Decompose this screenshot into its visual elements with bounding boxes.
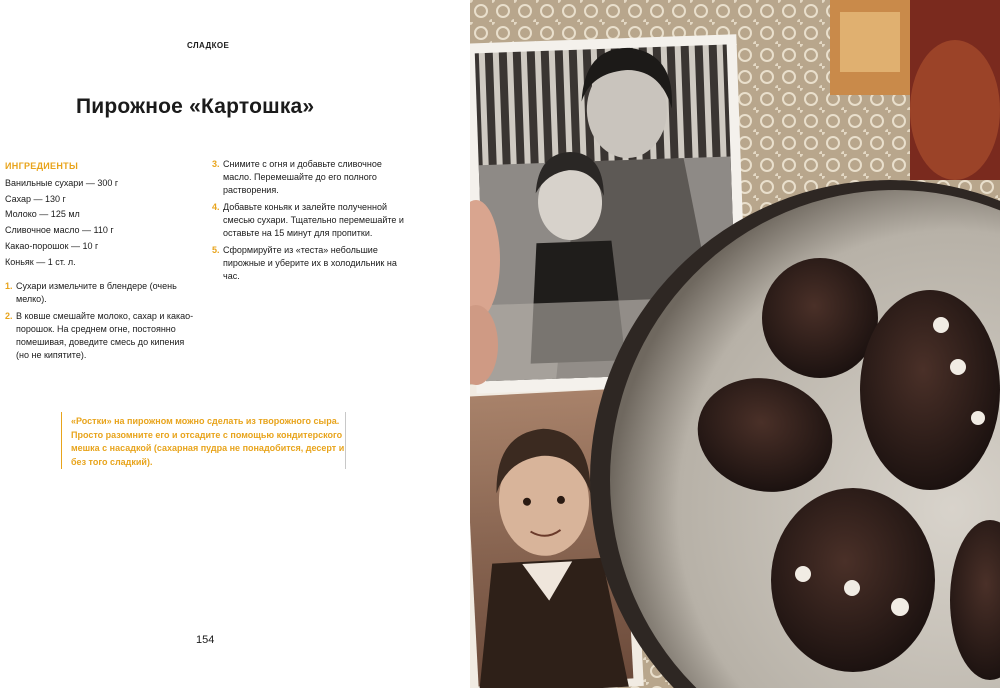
step-number: 5. [212,245,220,255]
recipe-title: Пирожное «Картошка» [76,95,315,118]
ingredients-heading: ИНГРЕДИЕНТЫ [5,161,79,171]
steps-list-right [212,158,408,287]
ingredients-list [5,176,118,270]
ingredient-item: Коньяк — 1 ст. л. [5,256,76,267]
step-item [212,158,408,197]
step-text: Сформируйте из «теста» небольшие пирожные и уберите их в холодильник на час. [223,245,397,281]
steps-list-left [5,280,195,366]
ingredient-item: Сливочное масло — 110 г [5,225,114,236]
step-text: Снимите с огня и добавьте сливочное масло. Перемешайте до его полного растворения. [223,159,382,195]
step-number: 2. [5,311,13,321]
step-item [212,244,408,283]
step-text: Добавьте коньяк и залейте полученной смесью сухари. Тщательно перемешайте и оставьте на 15 минут для пропитки. [223,202,404,238]
recipe-page [0,0,470,688]
page-number: 154 [196,634,215,646]
photo-illustration [470,0,1000,688]
food-photo [470,0,1000,688]
ingredient-item: Какао-порошок — 10 г [5,240,99,251]
section-label: СЛАДКОЕ [187,41,230,50]
step-number: 3. [212,159,220,169]
ingredient-item: Молоко — 125 мл [5,209,80,220]
ingredient-item: Ванильные сухари — 300 г [5,178,119,188]
ingredient-item: Сахар — 130 г [5,193,66,204]
step-text: Сухари измельчите в блендере (очень мелко). [16,281,177,304]
step-number: 4. [212,202,220,212]
step-item [5,280,195,306]
tip-box [61,412,346,469]
step-text: В ковше смешайте молоко, сахар и какао-порошок. На среднем огне, постоянно помешивая, доведите смесь до кипения (но не кипятите). [16,311,194,360]
step-item [212,201,408,240]
step-item [5,310,195,362]
step-number: 1. [5,281,13,291]
tip-text: «Ростки» на пирожном можно сделать из творожного сыра. Просто разомните его и отсадите с помощью кондитерского мешка с насадкой (сахарная пудра не понадобится, десерт и без того сладкий). [71,416,345,467]
